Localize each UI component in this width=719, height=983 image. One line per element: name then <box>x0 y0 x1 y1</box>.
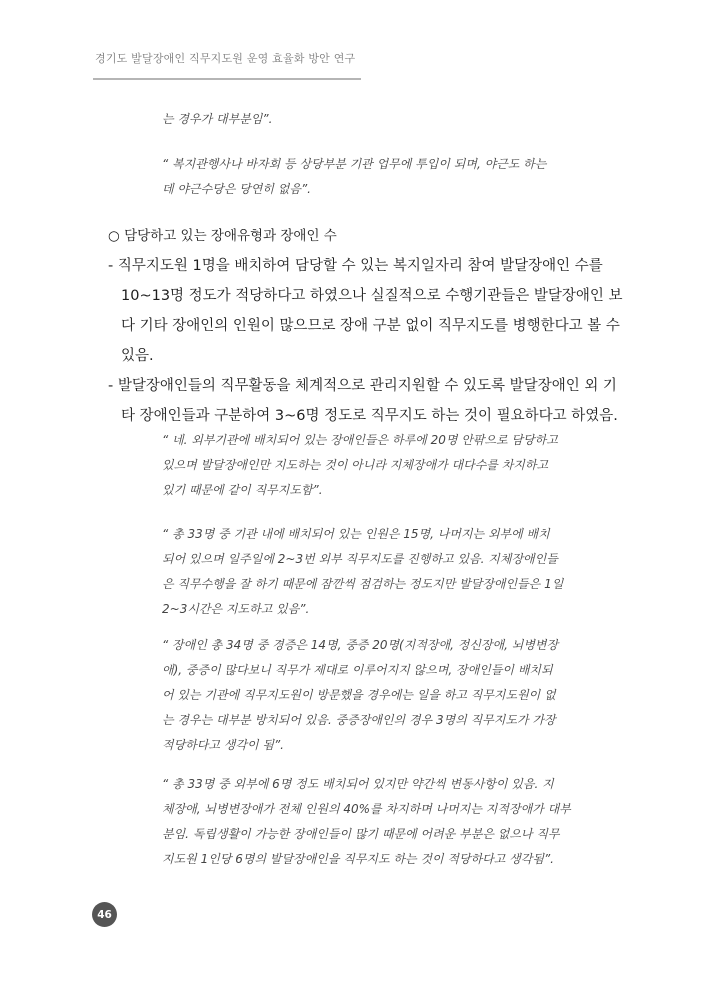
interview-quote <box>162 428 587 503</box>
bullet-line: 10~13명 정도가 적당하다고 하였으나 실질적으로 수행기관들은 발달장애인 보 <box>121 288 623 304</box>
interview-quote <box>162 152 587 202</box>
quote-line: 분임. 독립생활이 가능한 장애인들이 많기 때문에 어려운 부분은 없으나 직무 <box>162 827 560 841</box>
quote-line: 어 있는 기관에 직무지도원이 방문했을 경우에는 일을 하고 직무지도원이 없 <box>162 688 556 702</box>
bullet-line: - 발달장애인들의 직무활동을 체계적으로 관리지원할 수 있도록 발달장애인 외 기 <box>108 378 617 394</box>
quote-line: 지도원 1인당 6명의 발달장애인을 직무지도 하는 것이 적당하다고 생각됨”. <box>162 852 554 866</box>
quote-line: “ 복지관행사나 바자회 등 상당부분 기관 업무에 투입이 되며, 야근도 하는 <box>162 157 547 171</box>
quote-line: 는 경우는 대부분 방치되어 있음. 중증장애인의 경우 3명의 직무지도가 가장 <box>162 713 556 727</box>
interview-quote <box>162 633 587 758</box>
section-body <box>108 221 628 431</box>
bullet-line: - 직무지도원 1명을 배치하여 담당할 수 있는 복지일자리 참여 발달장애인 수를 <box>108 258 603 274</box>
bullet-line: 있음. <box>121 348 154 364</box>
quote-line: 체장애, 뇌병변장애가 전체 인원의 40%를 차지하며 나머지는 지적장애가 대부 <box>162 802 571 816</box>
page-number-badge: 46 <box>92 902 117 927</box>
quote-line: 되어 있으며 일주일에 2~3번 외부 직무지도를 진행하고 있음. 지체장애인들 <box>162 552 558 566</box>
bullet-line: 다 기타 장애인의 인원이 많으므로 장애 구분 없이 직무지도를 병행한다고 볼 수 <box>121 318 620 334</box>
bullet-line: 타 장애인들과 구분하여 3~6명 정도로 직무지도 하는 것이 필요하다고 하였음. <box>121 408 618 424</box>
quote-line: 있기 때문에 같이 직무지도함”. <box>162 483 323 497</box>
quote-line: 데 야근수당은 당연히 없음”. <box>162 182 311 196</box>
quote-line: 는 경우가 대부분임”. <box>162 112 273 126</box>
quote-line: 은 직무수행을 잘 하기 때문에 잠깐씩 점검하는 정도지만 발달장애인들은 1일 <box>162 577 564 591</box>
interview-quote <box>162 772 587 872</box>
quote-line: “ 장애인 총 34명 중 경증은 14명, 중증 20명(지적장애, 정신장애, 뇌병변장 <box>162 638 559 652</box>
quote-line: 2~3시간은 지도하고 있음”. <box>162 602 310 616</box>
section-heading: ○ 담당하고 있는 장애유형과 장애인 수 <box>108 228 337 244</box>
quote-line: “ 총 33명 중 기관 내에 배치되어 있는 인원은 15명, 나머지는 외부에 배치 <box>162 527 550 541</box>
header-divider <box>93 78 361 80</box>
running-header: 경기도 발달장애인 직무지도원 운영 효율화 방안 연구 <box>95 52 356 65</box>
interview-quote <box>162 107 587 132</box>
quote-line: 애), 중증이 많다보니 직무가 제대로 이루어지지 않으며, 장애인들이 배치되 <box>162 663 553 677</box>
quote-line: 적당하다고 생각이 됨”. <box>162 738 284 752</box>
quote-line: “ 총 33명 중 외부에 6명 정도 배치되어 있지만 약간씩 변동사항이 있음. 지 <box>162 777 554 791</box>
interview-quote <box>162 522 587 622</box>
quote-line: “ 네. 외부기관에 배치되어 있는 장애인들은 하루에 20명 안팎으로 담당하고 <box>162 433 558 447</box>
quote-line: 있으며 발달장애인만 지도하는 것이 아니라 지체장애가 대다수를 차지하고 <box>162 458 549 472</box>
